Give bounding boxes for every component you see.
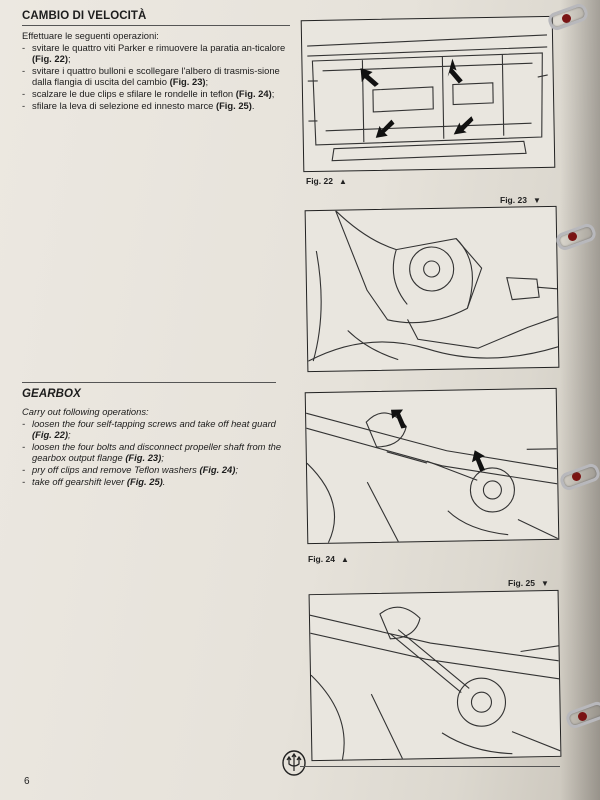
english-operations-list xyxy=(22,418,292,488)
figure-25-drawing xyxy=(309,590,562,761)
figure-22-caption xyxy=(306,176,347,186)
figure-23-drawing xyxy=(305,206,560,372)
operation-item: - loosen the four self-tapping screws and take off heat guard (Fig. 22); xyxy=(22,418,292,441)
figure-22-drawing xyxy=(301,16,556,172)
english-section-rule xyxy=(22,382,276,383)
figure-reference: (Fig. 25) xyxy=(126,475,163,487)
page-number: 6 xyxy=(24,776,30,787)
page-edge-shadow xyxy=(560,0,600,800)
italian-body xyxy=(22,30,292,111)
english-section xyxy=(22,388,292,400)
operation-item: - take off gearshift lever (Fig. 25). xyxy=(22,476,292,488)
operation-item: - pry off clips and remove Teflon washers (Fig. 24); xyxy=(22,464,292,476)
figure-reference: (Fig. 24) xyxy=(199,463,236,475)
figure-23-caption xyxy=(500,195,541,205)
figure-24-label: Fig. 24 xyxy=(308,554,335,564)
triangle-up-icon: ▲ xyxy=(340,555,349,564)
trident-logo-icon xyxy=(281,750,307,776)
operation-item: - scalzare le due clips e sfilare le rondelle in teflon (Fig. 24); xyxy=(22,88,292,100)
italian-title: CAMBIO DI VELOCITÀ xyxy=(22,10,147,22)
english-title: GEARBOX xyxy=(22,388,81,400)
operation-item: - sfilare la leva di selezione ed innesto marce (Fig. 25). xyxy=(22,100,292,112)
figure-reference: (Fig. 22) xyxy=(32,53,68,65)
operation-item: - svitare le quattro viti Parker e rimuovere la paratia an-ticalore (Fig. 22); xyxy=(22,42,292,65)
english-intro: Carry out following operations: xyxy=(22,406,149,417)
operation-item: - loosen the four bolts and disconnect propeller shaft from the gearbox output flange (Fig. 23); xyxy=(22,441,292,464)
operation-item: - svitare i quattro bulloni e scollegare l'albero di trasmis-sione dalla flangia di uscita del cambio (Fig. 23); xyxy=(22,65,292,88)
figure-22-label: Fig. 22 xyxy=(306,176,333,186)
triangle-down-icon: ▼ xyxy=(532,196,541,205)
italian-operations-list xyxy=(22,42,292,112)
italian-intro: Effettuare le seguenti operazioni: xyxy=(22,30,159,41)
figure-23-label: Fig. 23 xyxy=(500,195,527,205)
figure-25-label: Fig. 25 xyxy=(508,578,535,588)
figure-reference: (Fig. 24) xyxy=(235,87,272,99)
figure-25-caption xyxy=(508,578,549,588)
footer-rule xyxy=(300,766,560,767)
figure-24-drawing xyxy=(305,388,560,544)
english-body xyxy=(22,406,292,487)
figure-24-caption xyxy=(308,554,349,564)
italian-title-rule xyxy=(22,25,290,26)
figure-reference: (Fig. 25) xyxy=(215,99,252,111)
figure-reference: (Fig. 23) xyxy=(125,452,162,464)
triangle-down-icon: ▼ xyxy=(540,579,549,588)
figure-reference: (Fig. 23) xyxy=(169,76,206,88)
figure-reference: (Fig. 22) xyxy=(32,429,68,441)
triangle-up-icon: ▲ xyxy=(338,177,347,186)
